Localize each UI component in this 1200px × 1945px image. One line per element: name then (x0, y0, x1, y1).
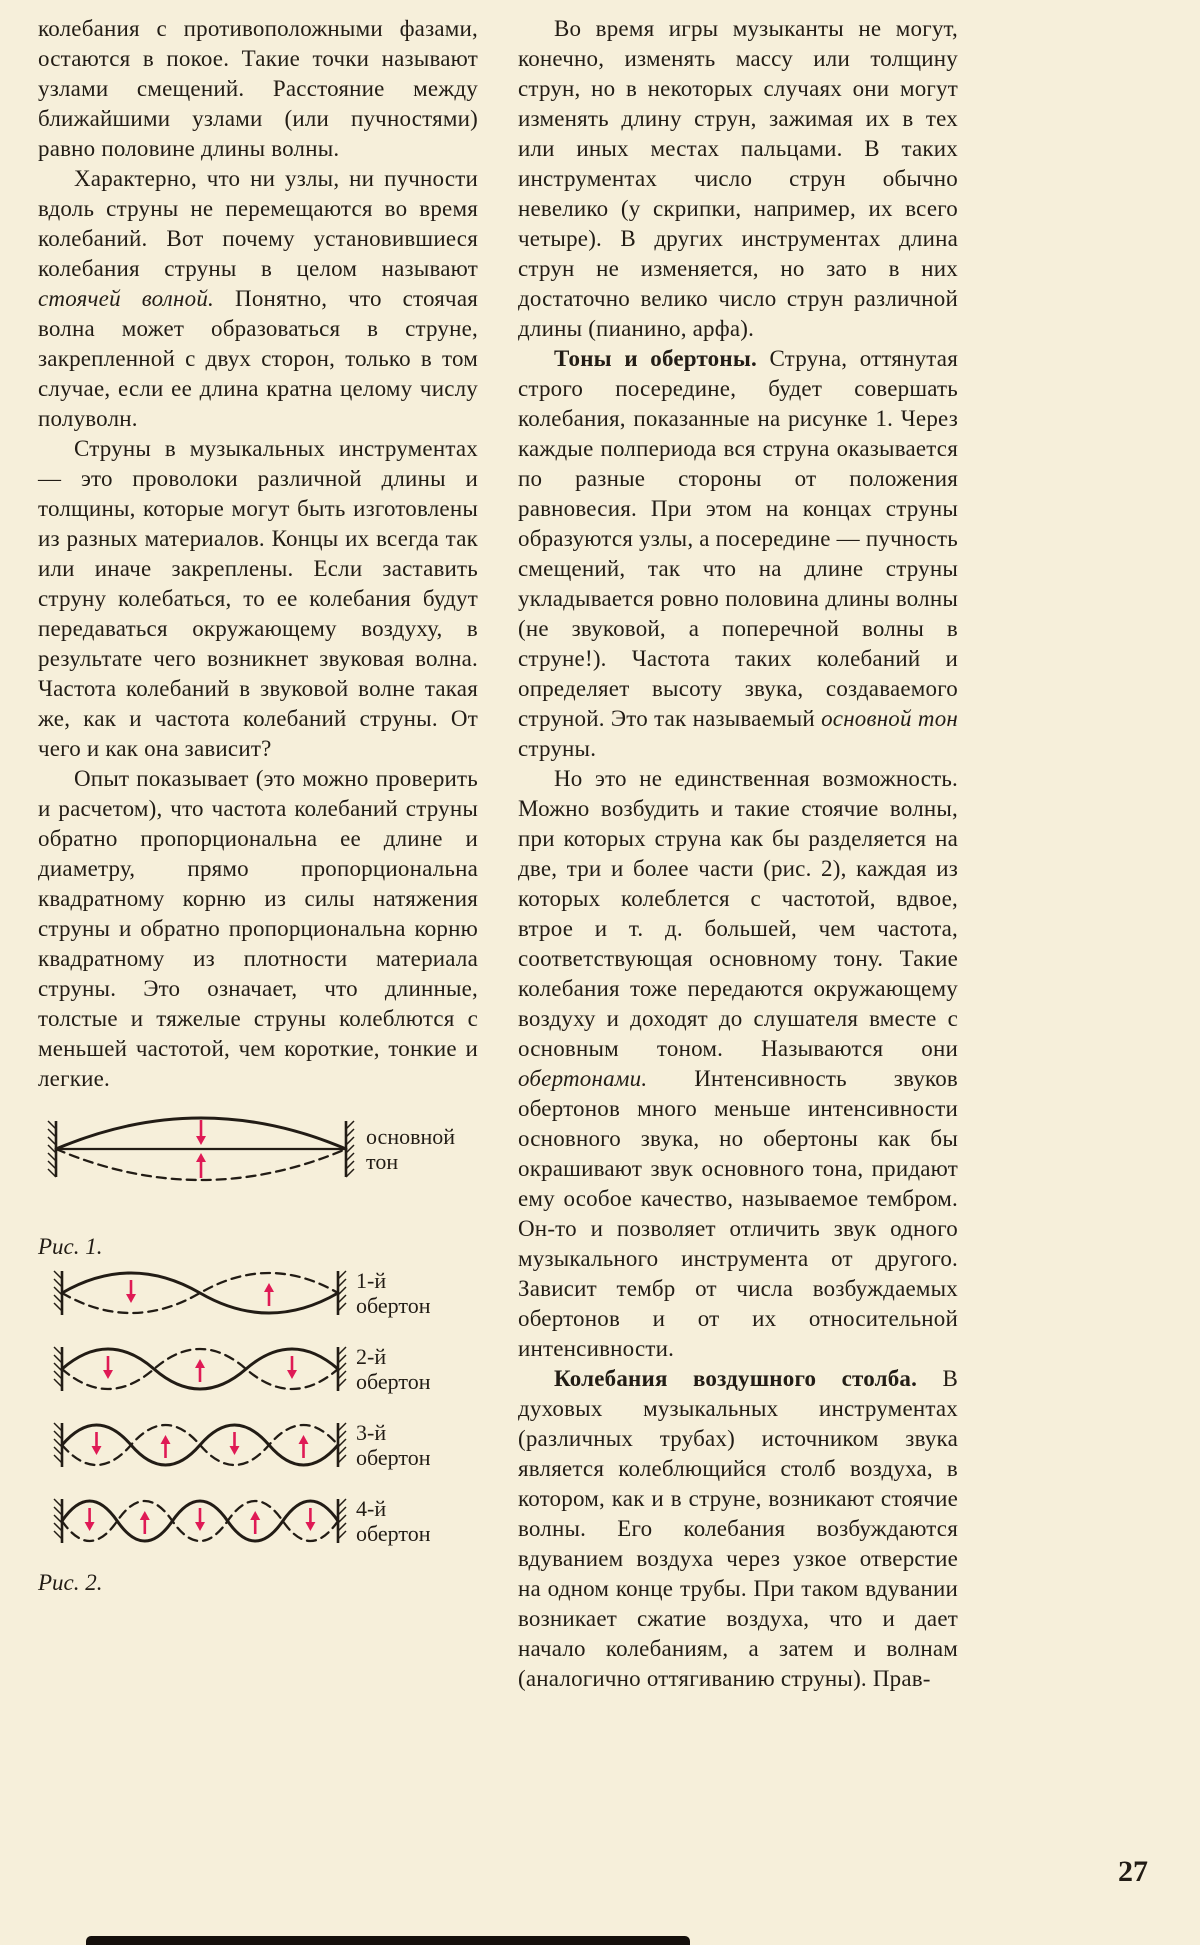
wave-label-line: 3-й (356, 1420, 387, 1445)
wave-label (356, 1344, 430, 1394)
standing-wave-row (50, 1488, 478, 1554)
standing-wave-row (50, 1336, 478, 1402)
right-column-text (518, 14, 958, 1694)
wave-label-line: 4-й (356, 1496, 387, 1521)
paragraph (518, 764, 958, 1364)
wave-label-line: обертон (356, 1293, 431, 1318)
paragraph (38, 764, 478, 1094)
paragraph (38, 14, 478, 164)
text-segment: струны. (518, 736, 597, 761)
standing-wave-row (50, 1412, 478, 1478)
figure-1-fundamental-tone (38, 1094, 478, 1260)
wave-label (356, 1420, 430, 1470)
standing-wave-diagram (50, 1412, 350, 1478)
figure-1-caption: Рис. 1. (38, 1234, 103, 1259)
wave-label (366, 1124, 455, 1174)
wave-label-line: 1-й (356, 1268, 387, 1293)
left-column (38, 14, 478, 1694)
wave-label (356, 1268, 430, 1318)
wave-label-line: основной (366, 1124, 456, 1149)
figure-2-overtones (38, 1260, 478, 1596)
paragraph (38, 164, 478, 434)
text-segment: Понятно, что стоячая волна может образоваться в струне, закрепленной с двух сторон, только в том случае, если ее длина кратна целому числу полуволн. (38, 286, 479, 431)
wave-label-line: обертон (356, 1369, 431, 1394)
figure-2-caption: Рис. 2. (38, 1570, 103, 1595)
text-segment: Но это не единственная возможность. Можно возбудить и такие стоячие волны, при которых струна как бы разделяется на две, три и более части (рис. 2), каждая из которых колеблется с частотой, вдвое, втрое и т. д. большей, чем частота, соответствующая основному тону. Такие колебания тоже передаются окружающему воздуху и доходят до слушателя вместе с основным тоном. Называются они (518, 766, 958, 1061)
wave-label-line: обертон (356, 1445, 431, 1470)
text-segment: Струна, оттянутая строго посередине, будет совершать колебания, показанные на рисунке 1. Через каждые полпериода вся струна оказывается по разные стороны от положения равновесия. При этом на концах струны образуются узлы, а посередине — пучность смещений, так что на длине струны укладывается ровно половина длины волны (не звуковой, а поперечной волны в струне!). Частота таких колебаний и определяет высоту звука, создаваемого струной. Это так называемый (518, 346, 958, 731)
text-segment: Тоны и обертоны. (554, 346, 757, 371)
paragraph (518, 1364, 958, 1694)
figure-1-waves (38, 1094, 478, 1204)
text-segment: В духовых музыкальных инструментах (различных трубах) источником звука является колеблющийся столб воздуха, в котором, как и в струне, возникают стоячие волны. Его колебания возбуждаются вдуванием воздуха через узкое отверстие на одном конце трубы. При таком вдувании возникает сжатие воздуха, что и дает начало колебаниям, а затем и волнам (аналогично оттягиванию струны). Прав- (518, 1366, 958, 1691)
paragraph (518, 14, 958, 344)
text-segment: колебания с противоположными фазами, остаются в покое. Такие точки называют узлами смещений. Расстояние между ближайшими узлами (или пучностями) равно половине длины волны. (38, 16, 478, 161)
text-segment: Колебания воздушного столба. (554, 1366, 918, 1391)
standing-wave-diagram (50, 1260, 350, 1326)
standing-wave-diagram (50, 1488, 350, 1554)
right-column (518, 14, 958, 1694)
text-block (38, 14, 958, 1694)
text-segment: Интенсивность звуков обертонов много меньше интенсивности основного звука, но обертоны как бы окрашивают звук основного тона, придают ему особое качество, называемое тембром. Он-то и позволяет отличить звук одного музыкального инструмента от другого. Зависит тембр от числа возбуждаемых обертонов и от их относительной интенсивности. (518, 1066, 958, 1361)
text-segment: стоячей волной. (38, 286, 214, 311)
left-column-text (38, 14, 478, 1094)
page-number: 27 (1118, 1855, 1148, 1888)
text-segment: Струны в музыкальных инструментах — это проволоки различной длины и толщины, которые могут быть изготовлены из разных материалов. Концы их всегда так или иначе закреплены. Если заставить струну колебаться, то ее колебания будут передаваться окружающему воздуху, в результате чего возникнет звуковая волна. Частота колебаний в звуковой волне такая же, как и частота колебаний струны. От чего и как она зависит? (38, 436, 478, 761)
paragraph (38, 434, 478, 764)
standing-wave-row (50, 1260, 478, 1326)
standing-wave-diagram (50, 1336, 350, 1402)
text-segment: Характерно, что ни узлы, ни пучности вдоль струны не перемещаются во время колебаний. Вот почему установившиеся колебания струны в целом называют (38, 166, 478, 281)
text-segment: основной тон (821, 706, 958, 731)
figure-2-waves (38, 1260, 478, 1554)
wave-label-line: тон (366, 1149, 399, 1174)
wave-label-line: обертон (356, 1521, 431, 1546)
standing-wave-diagram (42, 1094, 360, 1204)
standing-wave-row (42, 1094, 478, 1204)
wave-label (356, 1496, 430, 1546)
text-segment: Опыт показывает (это можно проверить и расчетом), что частота колебаний струны обратно пропорциональна ее длине и диаметру, прямо пропорциональна квадратному корню из силы натяжения струны и обратно пропорциональна корню квадратному из плотности материала струны. Это означает, что длинные, толстые и тяжелые струны колеблются с меньшей частотой, чем короткие, тонкие и легкие. (38, 766, 478, 1091)
text-segment: Во время игры музыканты не могут, конечно, изменять массу или толщину струн, но в некоторых случаях они могут изменять длину струн, зажимая их в тех или иных местах пальцами. В таких инструментах число струн обычно невелико (у скрипки, например, их всего четыре). В других инструментах длина струн не изменяется, но зато в них достаточно велико число струн различной длины (пианино, арфа). (518, 16, 958, 341)
wave-label-line: 2-й (356, 1344, 387, 1369)
scan-edge-artifact (86, 1936, 690, 1945)
paragraph (518, 344, 958, 764)
text-segment: обертонами. (518, 1066, 648, 1091)
